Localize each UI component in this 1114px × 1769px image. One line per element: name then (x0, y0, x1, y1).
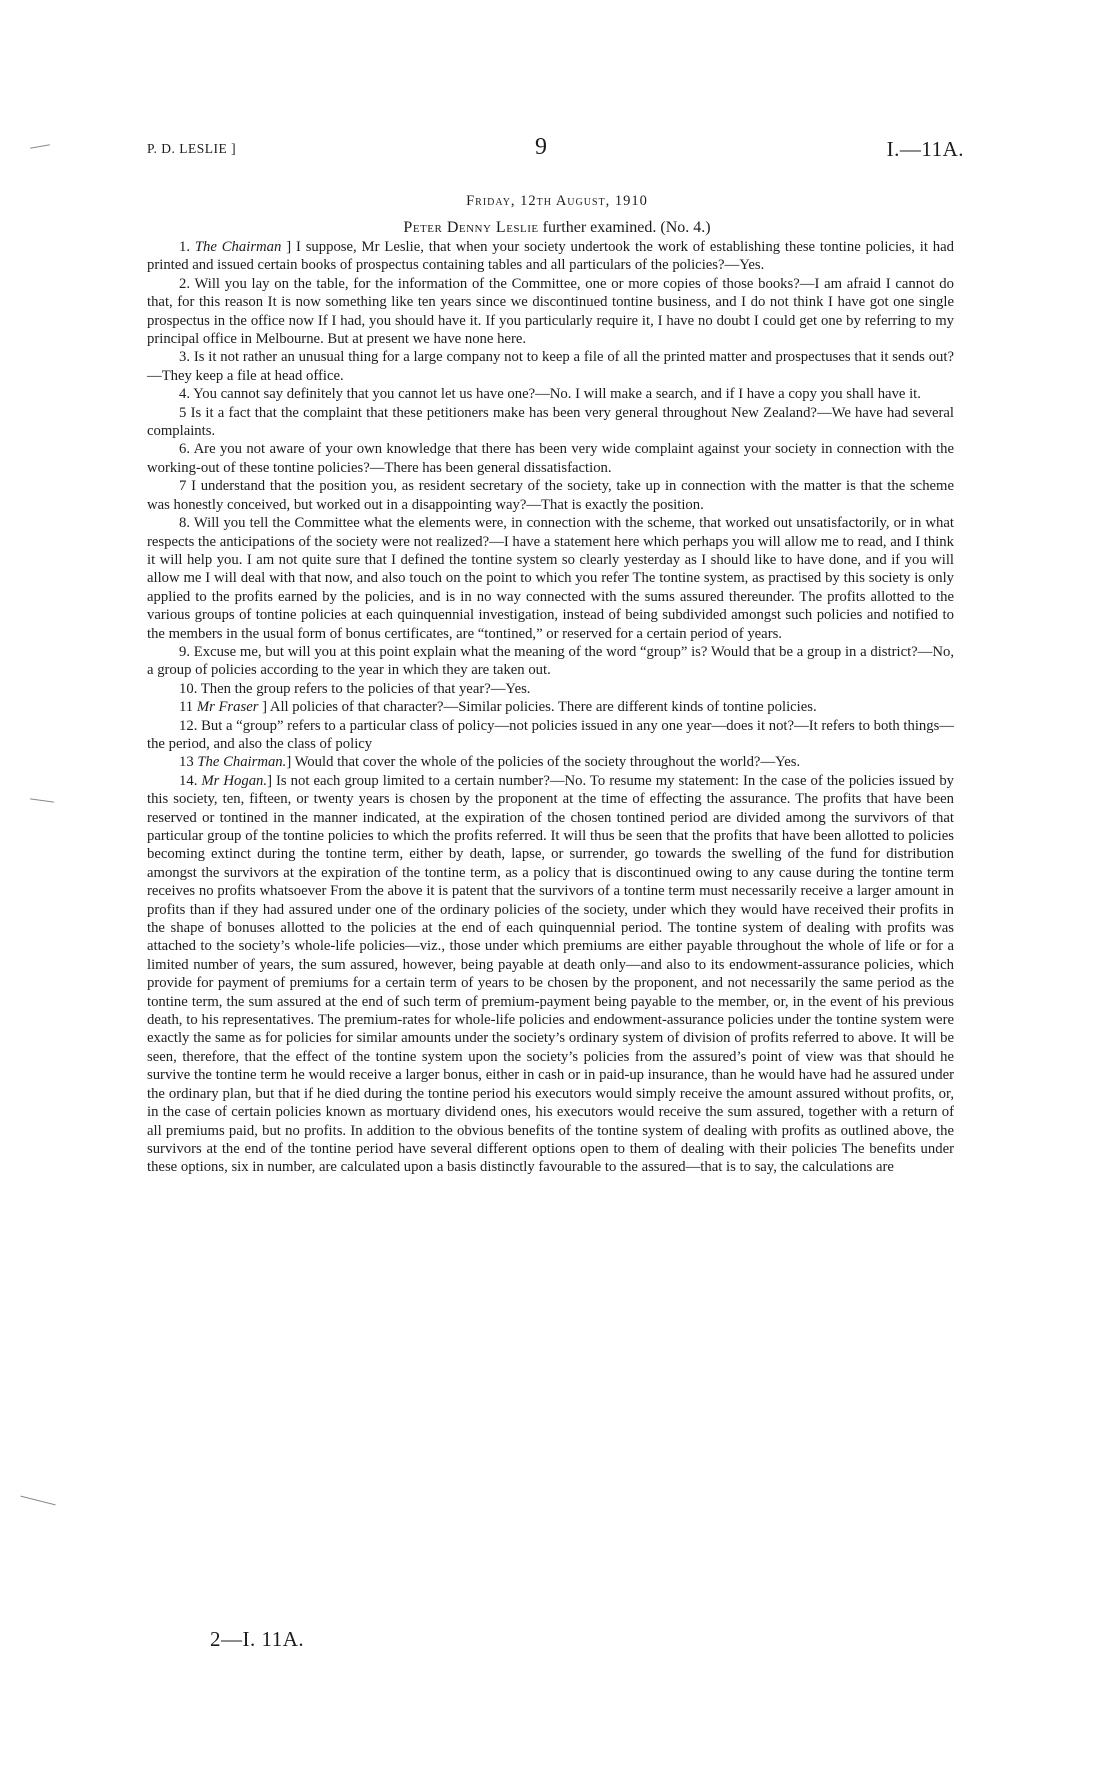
question-paragraph (147, 698, 954, 716)
speaker-name: Mr Hogan. (201, 772, 268, 789)
question-paragraph (147, 643, 954, 680)
question-text: Are you not aware of your own knowledge that there has been very wide complaint against your society in connection with the working-out of these tontine policies?—There has been general dissatisfaction. (147, 441, 954, 476)
question-number: 6. (179, 441, 194, 458)
question-paragraph (147, 238, 954, 275)
question-text: I understand that the position you, as resident secretary of the society, take up in connection with the matter is that the scheme was honestly conceived, but worked out in a disappointing way?—That is exactly the position. (147, 478, 955, 513)
question-number: 11 (179, 699, 197, 716)
question-paragraph (147, 772, 954, 1177)
question-paragraph (147, 348, 954, 385)
question-text: But a “group” refers to a particular class of policy—not policies issued in any one year—does it not?—It refers to both things—the period, and also the class of policy (147, 717, 954, 752)
question-text: ] Is not each group limited to a certain number?—No. To resume my statement: In the case of the policies issued by this society, ten, fifteen, or twenty years is chosen by the proponent at the time of effecting the assurance. The profits that have been reserved or tontined in the manner indicated, at the expiration of the chosen tontined period are divided among the survivors of that particular group of the tontine policies to which the profits referred. It will thus be seen that the profits that have been allotted to policies becoming extinct during the tontine term, either by death, lapse, or surrender, go towards the swelling of the fund for distribution amongst the survivors at the expiration of the tontine term, as a policy that is discontinued owing to any cause during the tontine term receives no profits whatsoever From the above it is patent that the survivors of a tontine term must necessarily receive a larger amount in profits than if they had assured under one of the ordinary policies of the society, under which they would have received their profits in the shape of bonuses allotted to the policies at the end of each quinquennial period. The tontine system of dealing with profits was attached to the society’s whole-life policies—viz., those under which premiums are either payable throughout the whole of life or for a limited number of years, the sum assured, however, being payable at death only—and also to its endowment-assurance policies, which provide for payment of premiums for a certain term of years to be chosen by the proponent, and not necessarily the same period as the tontine term, the sum assured at the end of such term of premium-payment being payable to the member, or, in the event of his previous death, to his representatives. The premium-rates for whole-life policies and endowment-assurance policies under the tontine system were exactly the same as for policies for similar amounts under the society’s ordinary system of division of profits referred to above. It will be seen, therefore, that the effect of the tontine system upon the society’s policies from the assured’s point of view was that should he survive the tontine term he would receive a larger bonus, either in cash or in paid-up insurance, than he would have had he assured under the ordinary plan, but that if he died during the tontine period his executors would simply receive the amount assured without profits, or, in the case of certain policies known as mortuary dividend ones, his executors would receive the sum assured, together with a return of all premiums paid, but no profits. In addition to the obvious benefits of the tontine system of dealing with profits as outlined above, the survivors at the end of the tontine period have several different options open to them of dealing with their policies The benefits under these options, six in number, are calculated upon a basis distinctly favourable to the assured—that is to say, the calculations are (147, 772, 955, 1176)
question-number: 5 (179, 404, 191, 421)
question-text: ] I suppose, Mr Leslie, that when your society undertook the work of establishing these tontine policies, it had printed and issued certain books of prospectus containing tables and all particulars of the policies?—Yes. (147, 239, 955, 274)
paper-reference: I.—11A. (886, 137, 964, 161)
question-text: ] Would that cover the whole of the policies of the society throughout the world?—Yes. (286, 754, 801, 771)
witness-heading (0, 219, 1114, 237)
question-paragraph (147, 385, 954, 403)
question-paragraph (147, 275, 954, 349)
question-paragraph (147, 440, 954, 477)
question-number: 4. (179, 386, 194, 403)
question-text: Then the group refers to the policies of that year?—Yes. (200, 680, 531, 697)
question-number: 9. (179, 643, 194, 660)
question-paragraph (147, 717, 954, 754)
question-text: Is it a fact that the complaint that these petitioners make has been very general throughout New Zealand?—We have had several complaints. (147, 404, 955, 440)
question-number: 14. (179, 772, 202, 789)
date-heading: Friday, 12th August, 1910 (466, 193, 648, 209)
question-text: Excuse me, but will you at this point explain what the meaning of the word “group” is? Would that be a group in a district?—No, a group of policies according to the year in which they are taken out. (147, 643, 954, 679)
speaker-name: The Chairman. (197, 754, 287, 771)
question-text: ] All policies of that character?—Similar policies. There are different kinds of tontine policies. (262, 699, 817, 716)
question-number: 10. (179, 680, 201, 697)
question-paragraph (147, 477, 954, 514)
speaker-name: Mr Fraser (196, 699, 259, 716)
witness-heading-rest: further examined. (No. 4.) (538, 219, 711, 236)
question-text: Will you tell the Committee what the elements were, in connection with the scheme, that worked out unsatisfactorily, or in what respects the anticipations of the society were not realized?—I have a statement here which perhaps you will allow me to read, and I think it will help you. I am not quite sure that I defined the tontine system so clearly yesterday as I should like to have done, and if you will allow me I will deal with that now, and also touch on the point to which you refer The tontine system, as practised by this society is only applied to the profits earned by the policies, and is in no way connected with the sums assured thereunder. The profits allotted to the various groups of tontine policies at each quinquennial investigation, instead of being subdivided amongst such policies and notified to the members in the usual form of bonus certificates, are “tontined,” or reserved for a certain period of years. (147, 515, 954, 642)
witness-name: Peter Denny Leslie (403, 219, 539, 236)
question-number: 8. (179, 515, 194, 532)
question-paragraph (147, 514, 954, 643)
margin-mark (30, 798, 54, 802)
page-number: 9 (535, 134, 547, 160)
question-number: 3. (179, 349, 194, 366)
question-number: 7 (179, 478, 192, 495)
question-text: Will you lay on the table, for the information of the Committee, one or more copies of those books?—I am afraid I cannot do that, for this reason It is now something like ten years since we discontinued tontine business, and I do not think I have got one single prospectus in the office now If I had, you should have it. If you particularly require it, I have no doubt I could get one by referring to my principal office in Melbourne. But at present we have none here. (147, 275, 954, 348)
question-text: You cannot say definitely that you cannot let us have one?—No. I will make a search, and if I have a copy you shall have it. (193, 386, 921, 403)
margin-mark (30, 144, 50, 148)
question-paragraph (147, 404, 954, 441)
question-number: 13 (179, 754, 198, 771)
question-number: 2. (179, 275, 195, 292)
testimony-body (147, 238, 954, 1177)
margin-mark (20, 1496, 55, 1506)
question-paragraph (147, 753, 954, 771)
running-head-witness: P. D. LESLIE ] (147, 141, 237, 156)
question-text: Is it not rather an unusual thing for a large company not to keep a file of all the printed matter and prospectuses that it sends out?—They keep a file at head office. (147, 349, 955, 384)
speaker-name: The Chairman (194, 239, 282, 255)
question-paragraph (147, 680, 954, 698)
question-number: 12. (179, 717, 202, 734)
printer-signature: 2—I. 11A. (210, 1627, 305, 1651)
question-number: 1. (179, 239, 195, 255)
